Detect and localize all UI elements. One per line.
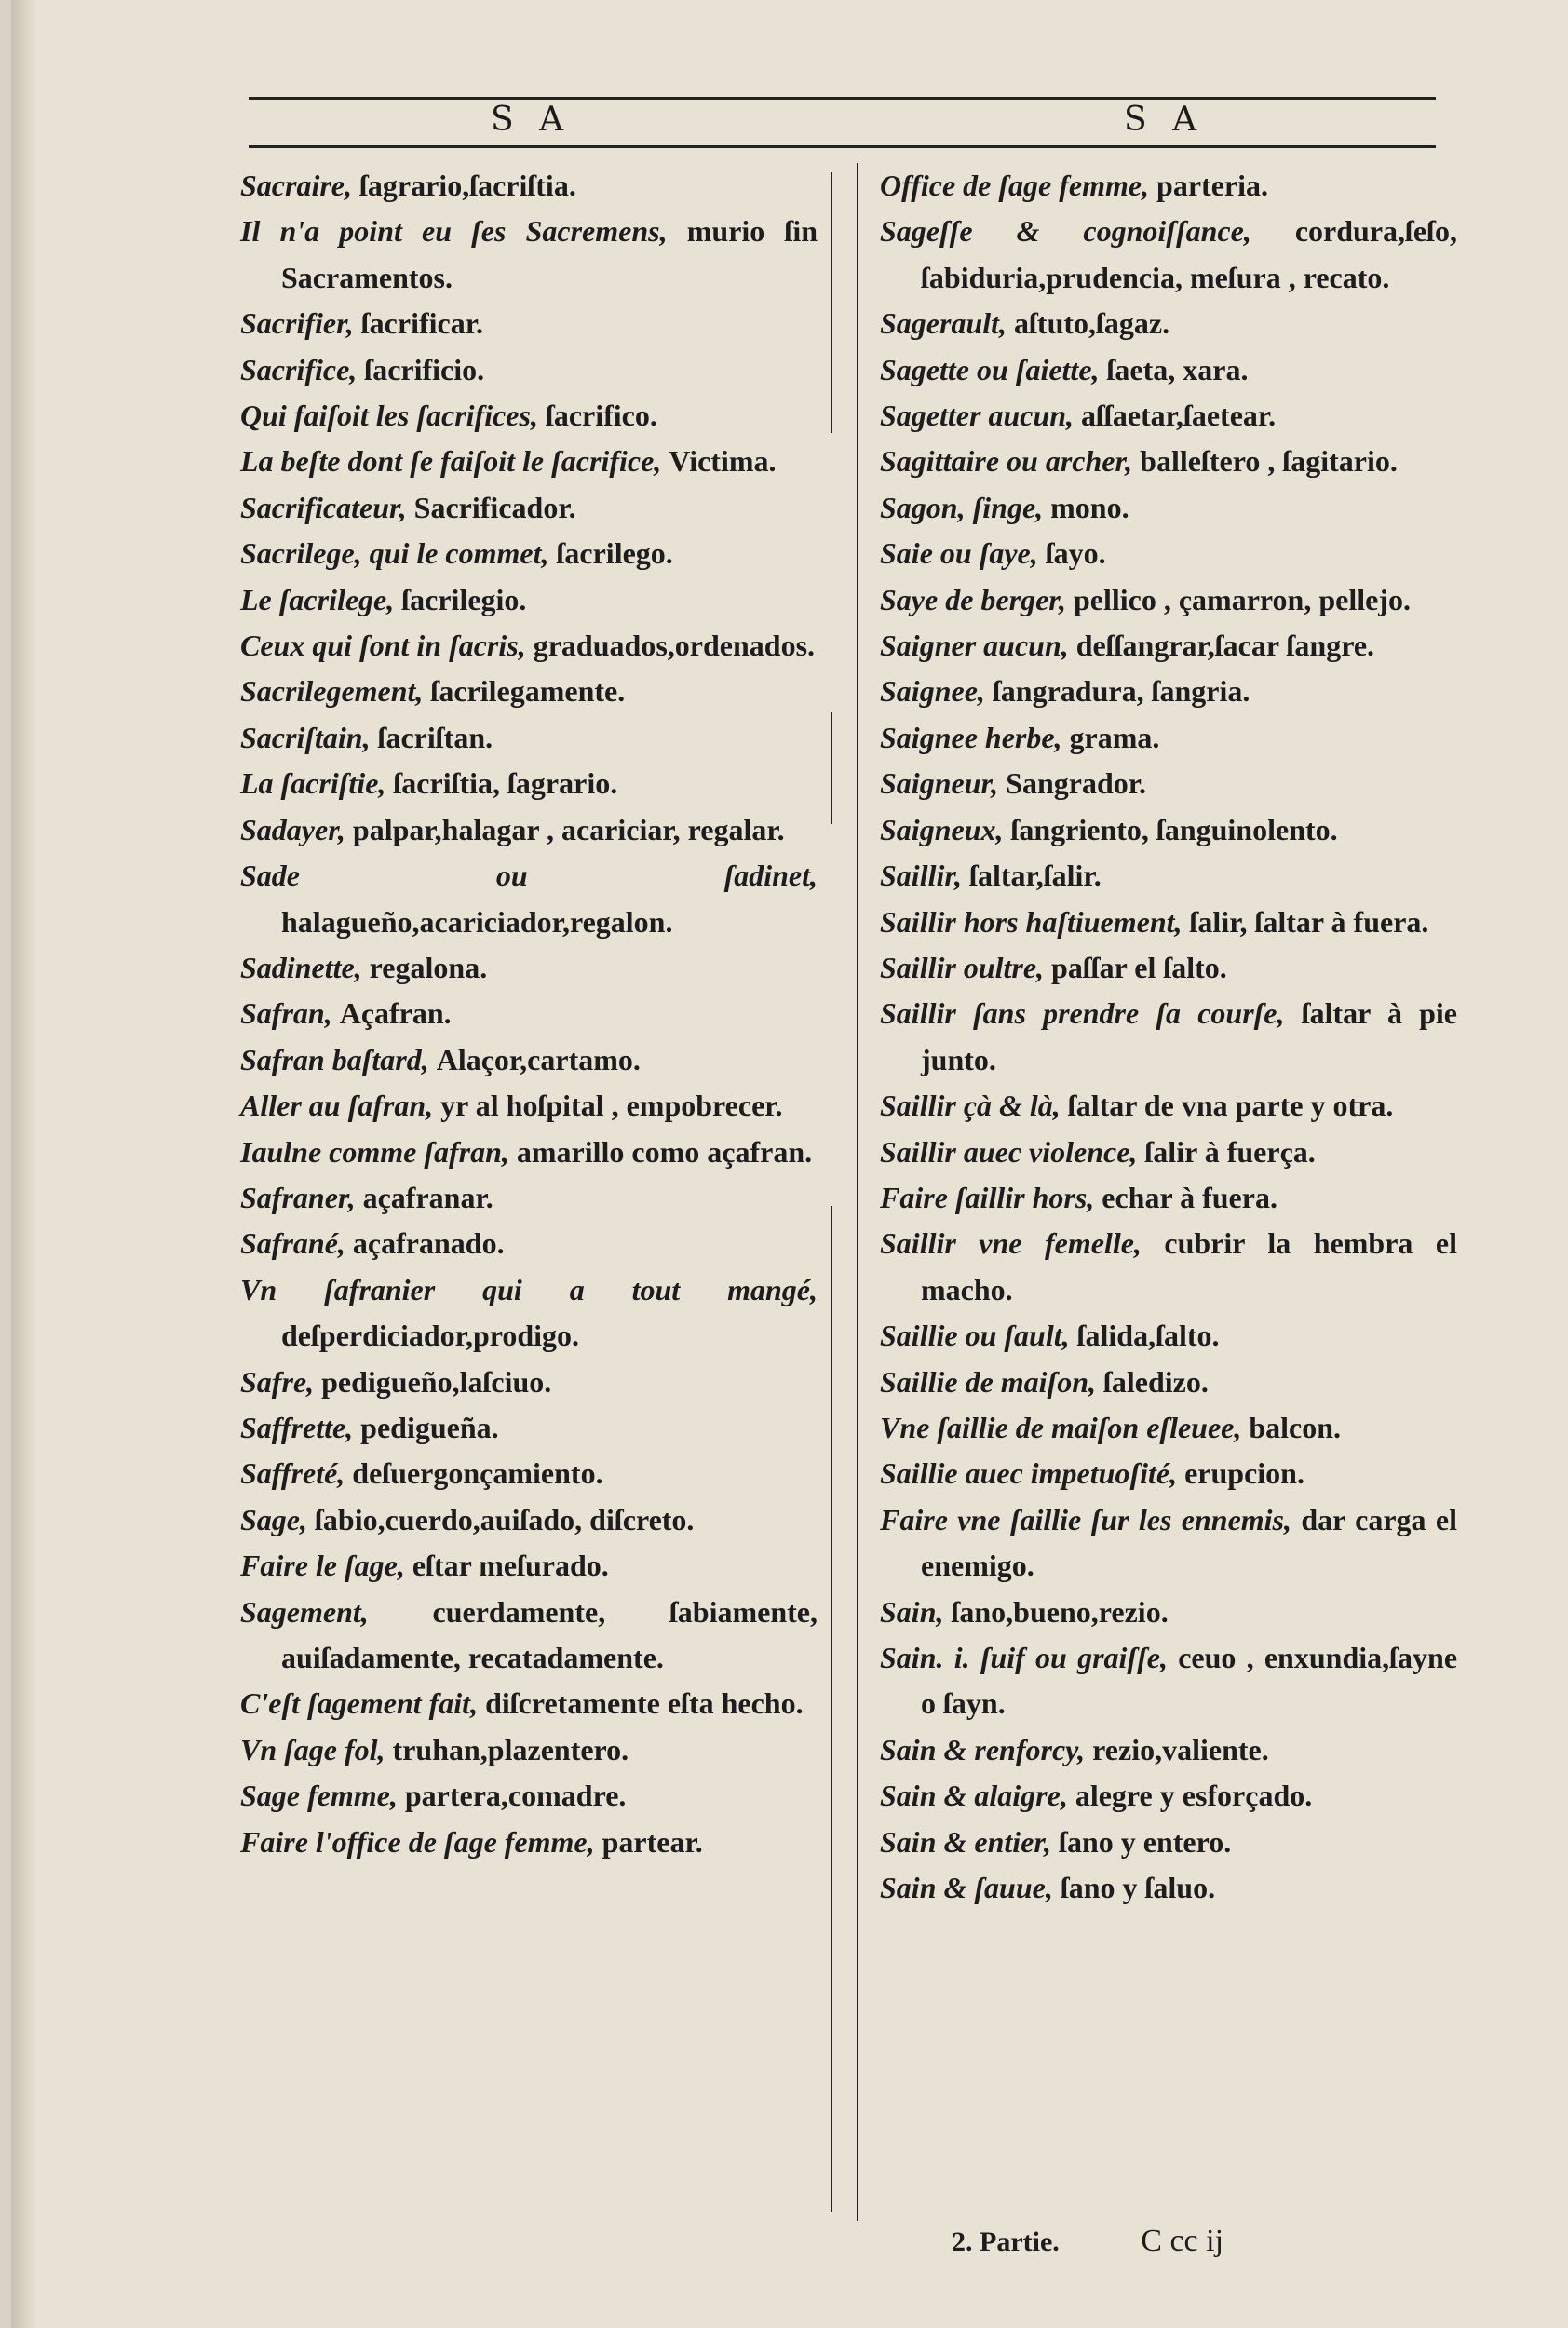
- dictionary-entry: [240, 393, 818, 439]
- dictionary-entry: [880, 163, 1457, 209]
- dictionary-entry: [240, 1360, 818, 1405]
- column-divider: [857, 163, 858, 2221]
- dictionary-entry: [880, 1865, 1457, 1911]
- french-headword: Sain. i. ſuif ou graiſſe,: [880, 1641, 1168, 1674]
- spanish-translation: deſperdiciador,prodigo.: [281, 1319, 580, 1353]
- dictionary-entry: [240, 1083, 818, 1129]
- dictionary-entry: [240, 485, 818, 531]
- left-column: [240, 163, 818, 1865]
- spanish-translation: ſacriſtan.: [377, 720, 493, 754]
- dictionary-entry: [880, 531, 1457, 576]
- french-headword: Saillir,: [880, 859, 963, 893]
- french-headword: Saillir çà & là,: [880, 1089, 1061, 1123]
- french-headword: Qui faiſoit les ſacrifices,: [240, 399, 538, 433]
- dictionary-entry: [880, 301, 1457, 346]
- spanish-translation: Açafran.: [339, 996, 452, 1031]
- french-headword: Faire l'office de ſage femme,: [240, 1824, 595, 1859]
- right-column: [880, 163, 1457, 1911]
- spanish-translation: cuerdamente, ſabiamente, auiſadamente, recatadamente.: [281, 1594, 818, 1674]
- french-headword: Sain,: [880, 1594, 944, 1629]
- french-headword: Ceux qui ſont in ſacris,: [240, 629, 526, 663]
- spanish-translation: ſabio,cuerdo,auiſado, diſcreto.: [315, 1502, 695, 1536]
- french-headword: Sain & renforcy,: [880, 1732, 1086, 1766]
- french-headword: Saye de berger,: [880, 582, 1066, 616]
- french-headword: Safraner,: [240, 1180, 356, 1214]
- spanish-translation: eſtar meſurado.: [412, 1549, 609, 1583]
- spanish-translation: Sangrador.: [1006, 766, 1147, 801]
- french-headword: Vn ſafranier qui a tout mangé,: [240, 1272, 818, 1306]
- dictionary-entry: [240, 1267, 818, 1360]
- dictionary-entry: [880, 761, 1457, 806]
- page-footer: [952, 2224, 1223, 2259]
- french-headword: Saignee herbe,: [880, 720, 1062, 754]
- french-headword: Sade ou ſadinet,: [240, 859, 818, 893]
- spanish-translation: diſcretamente eſta hecho.: [485, 1686, 804, 1721]
- dictionary-entry: [240, 1543, 818, 1589]
- french-headword: Saillir oultre,: [880, 950, 1045, 984]
- french-headword: Iaulne comme ſafran,: [240, 1134, 509, 1169]
- spanish-translation: açafranado.: [352, 1226, 505, 1261]
- dictionary-entry: [880, 1451, 1457, 1496]
- french-headword: Saillie ou ſault,: [880, 1319, 1070, 1353]
- column-divider: [831, 1206, 832, 2212]
- spanish-translation: cordura,ſeſo, ſabiduria,prudencia, meſura , recato.: [921, 214, 1457, 294]
- french-headword: Vne ſaillie de maiſon eſleuee,: [880, 1410, 1242, 1444]
- spanish-translation: ſaeta, xara.: [1106, 352, 1249, 386]
- spanish-translation: parteria.: [1156, 169, 1268, 202]
- spanish-translation: balcon.: [1249, 1410, 1342, 1444]
- dictionary-entry: [880, 1130, 1457, 1175]
- french-headword: Saffreté,: [240, 1456, 345, 1491]
- spanish-translation: yr al hoſpital , empobrecer.: [440, 1089, 783, 1123]
- french-headword: La beſte dont ſe faiſoit le ſacrifice,: [240, 444, 662, 479]
- part-label: 2. Partie.: [952, 2226, 1060, 2257]
- spanish-translation: mono.: [1050, 490, 1129, 524]
- dictionary-entry: [240, 439, 818, 484]
- spanish-translation: paſſar el ſalto.: [1051, 950, 1227, 984]
- dictionary-entry: [240, 991, 818, 1036]
- dictionary-entry: [880, 1313, 1457, 1359]
- french-headword: Saillie auec impetuoſité,: [880, 1456, 1178, 1491]
- spanish-translation: partera,comadre.: [404, 1779, 627, 1813]
- dictionary-entry: [880, 1590, 1457, 1635]
- spanish-translation: pedigueño,laſciuo.: [321, 1364, 552, 1399]
- french-headword: C'eſt ſagement fait,: [240, 1686, 479, 1721]
- dictionary-entry: [240, 1773, 818, 1819]
- spanish-translation: ſacrifico.: [545, 399, 657, 433]
- french-headword: Saffrette,: [240, 1410, 354, 1444]
- spanish-translation: truhan,plazentero.: [392, 1732, 629, 1766]
- french-headword: Sacrifice,: [240, 352, 358, 386]
- spanish-translation: ſacrilegio.: [401, 582, 527, 616]
- spanish-translation: ſangriento, ſanguinolento.: [1010, 812, 1338, 846]
- dictionary-entry: [880, 945, 1457, 991]
- french-headword: Sacrilege, qui le commet,: [240, 536, 549, 571]
- dictionary-entry: [240, 577, 818, 623]
- spanish-translation: ſalida,ſalto.: [1076, 1319, 1220, 1353]
- dictionary-entry: [880, 1635, 1457, 1727]
- dictionary-entry: [240, 1221, 818, 1266]
- running-head-left: S A: [491, 101, 572, 139]
- spanish-translation: pellico , çamarron, pellejo.: [1073, 582, 1411, 616]
- dictionary-entry: [240, 1037, 818, 1083]
- spanish-translation: rezio,valiente.: [1092, 1732, 1269, 1766]
- spanish-translation: ſacrificar.: [360, 306, 483, 341]
- dictionary-entry: [880, 1727, 1457, 1773]
- signature-mark: C cc ij: [1141, 2224, 1224, 2258]
- french-headword: Sadinette,: [240, 950, 362, 984]
- header-rule-bottom: [249, 145, 1436, 148]
- french-headword: Sage femme,: [240, 1779, 398, 1813]
- spanish-translation: ſacrilegamente.: [430, 674, 626, 709]
- spanish-translation: ſano,bueno,rezio.: [951, 1594, 1169, 1629]
- dictionary-entry: [240, 1175, 818, 1221]
- spanish-translation: ſaltar à pie junto.: [921, 996, 1458, 1076]
- french-headword: Sagon, ſinge,: [880, 490, 1044, 524]
- dictionary-entry: [880, 485, 1457, 531]
- spanish-translation: ſacrilego.: [556, 536, 673, 571]
- dictionary-entry: [240, 531, 818, 576]
- dictionary-entry: [880, 1497, 1457, 1590]
- french-headword: Sain & alaigre,: [880, 1779, 1068, 1813]
- french-headword: Sagement,: [240, 1594, 369, 1629]
- french-headword: Sagerault,: [880, 306, 1007, 341]
- french-headword: Sagette ou ſaiette,: [880, 352, 1100, 386]
- french-headword: Saigneur,: [880, 766, 999, 801]
- spanish-translation: ſayo.: [1045, 536, 1106, 571]
- spanish-translation: alegre y esforçado.: [1075, 1779, 1313, 1813]
- dictionary-entry: [880, 623, 1457, 669]
- dictionary-entry: [240, 945, 818, 991]
- french-headword: Le ſacrilege,: [240, 582, 395, 616]
- spanish-translation: ſalir à fuerça.: [1144, 1134, 1316, 1169]
- french-headword: Saillir ſans prendre ſa courſe,: [880, 996, 1285, 1031]
- french-headword: Safre,: [240, 1364, 315, 1399]
- french-headword: Sadayer,: [240, 812, 345, 846]
- book-page: [11, 0, 1568, 2328]
- spanish-translation: deſſangrar,ſacar ſangre.: [1075, 629, 1375, 663]
- french-headword: Saillir auec violence,: [880, 1134, 1138, 1169]
- spanish-translation: aſſaetar,ſaetear.: [1081, 399, 1277, 433]
- french-headword: Sacrificateur,: [240, 490, 407, 524]
- dictionary-entry: [880, 1083, 1457, 1129]
- french-headword: Sacrifier,: [240, 306, 354, 341]
- french-headword: Sagittaire ou archer,: [880, 444, 1133, 479]
- header-rule-top: [249, 97, 1436, 100]
- dictionary-entry: [880, 393, 1457, 439]
- dictionary-entry: [880, 1360, 1457, 1405]
- dictionary-entry: [240, 761, 818, 806]
- dictionary-entry: [240, 1497, 818, 1543]
- french-headword: Aller au ſafran,: [240, 1089, 434, 1123]
- french-headword: Saillir vne femelle,: [880, 1226, 1142, 1261]
- french-headword: La ſacriſtie,: [240, 766, 386, 801]
- dictionary-entry: [240, 1820, 818, 1865]
- dictionary-entry: [240, 807, 818, 853]
- spanish-translation: pedigueña.: [360, 1410, 499, 1444]
- dictionary-entry: [880, 577, 1457, 623]
- spanish-translation: ſaledizo.: [1103, 1364, 1209, 1399]
- dictionary-entry: [880, 715, 1457, 761]
- spanish-translation: Alaçor,cartamo.: [436, 1042, 641, 1076]
- spanish-translation: Victima.: [669, 444, 777, 479]
- spanish-translation: grama.: [1069, 720, 1160, 754]
- french-headword: Saigner aucun,: [880, 629, 1069, 663]
- dictionary-entry: [880, 1405, 1457, 1451]
- running-head-right: S A: [1124, 101, 1205, 139]
- dictionary-entry: [880, 807, 1457, 853]
- french-headword: Sagetter aucun,: [880, 399, 1075, 433]
- french-headword: Sacraire,: [240, 169, 352, 202]
- dictionary-entry: [880, 991, 1457, 1083]
- dictionary-entry: [880, 347, 1457, 393]
- spanish-translation: ſano y entero.: [1059, 1824, 1232, 1859]
- french-headword: Saie ou ſaye,: [880, 536, 1038, 571]
- spanish-translation: erupcion.: [1184, 1456, 1304, 1491]
- spanish-translation: ſagrario,ſacriſtia.: [359, 169, 576, 202]
- column-divider: [831, 172, 832, 433]
- dictionary-entry: [880, 900, 1457, 945]
- dictionary-entry: [240, 715, 818, 761]
- dictionary-entry: [240, 1681, 818, 1726]
- french-headword: Sageſſe & cognoiſſance,: [880, 214, 1251, 249]
- spanish-translation: ceuo , enxundia,ſayne o ſayn.: [921, 1641, 1458, 1721]
- french-headword: Faire le ſage,: [240, 1549, 405, 1583]
- dictionary-entry: [240, 163, 818, 209]
- french-headword: Sacriſtain,: [240, 720, 371, 754]
- dictionary-entry: [880, 439, 1457, 484]
- spanish-translation: palpar,halagar , acariciar, regalar.: [352, 812, 785, 846]
- dictionary-entry: [240, 301, 818, 346]
- french-headword: Saignee,: [880, 674, 985, 709]
- french-headword: Faire ſaillir hors,: [880, 1180, 1095, 1214]
- spanish-translation: balleſtero , ſagitario.: [1140, 444, 1398, 479]
- dictionary-entry: [240, 1451, 818, 1496]
- french-headword: Sain & entier,: [880, 1824, 1052, 1859]
- dictionary-entry: [880, 853, 1457, 899]
- french-headword: Sacrilegement,: [240, 674, 424, 709]
- dictionary-entry: [240, 209, 818, 301]
- dictionary-entry: [880, 209, 1457, 301]
- spanish-translation: dar carga el enemigo.: [921, 1502, 1457, 1583]
- dictionary-entry: [240, 1590, 818, 1682]
- dictionary-entry: [240, 669, 818, 714]
- dictionary-entry: [880, 1820, 1457, 1865]
- spanish-translation: graduados,ordenados.: [533, 629, 816, 663]
- spanish-translation: ſalir, ſaltar à fuera.: [1189, 904, 1429, 939]
- spanish-translation: ſangradura, ſangria.: [992, 674, 1250, 709]
- spanish-translation: Sacrificador.: [413, 490, 576, 524]
- french-headword: Saillie de maiſon,: [880, 1364, 1096, 1399]
- spanish-translation: halagueño,acariciador,regalon.: [281, 904, 673, 939]
- spanish-translation: ſano y ſaluo.: [1060, 1871, 1216, 1905]
- spanish-translation: ſacrificio.: [364, 352, 485, 386]
- dictionary-entry: [240, 1130, 818, 1175]
- spanish-translation: ſaltar de vna parte y otra.: [1067, 1089, 1394, 1123]
- french-headword: Sage,: [240, 1502, 307, 1536]
- dictionary-entry: [240, 1727, 818, 1773]
- spanish-translation: regalona.: [369, 950, 488, 984]
- spanish-translation: ſaltar,ſalir.: [969, 859, 1102, 893]
- spanish-translation: cubrir la hembra el macho.: [921, 1226, 1458, 1306]
- french-headword: Sain & ſauue,: [880, 1871, 1053, 1905]
- spanish-translation: deſuergonçamiento.: [352, 1456, 603, 1491]
- dictionary-entry: [240, 623, 818, 669]
- spanish-translation: partear.: [602, 1824, 703, 1859]
- dictionary-entry: [880, 1221, 1457, 1313]
- dictionary-entry: [240, 1405, 818, 1451]
- french-headword: Vn ſage fol,: [240, 1732, 385, 1766]
- dictionary-entry: [880, 1773, 1457, 1819]
- spanish-translation: aſtuto,ſagaz.: [1014, 306, 1170, 341]
- french-headword: Faire vne ſaillie ſur les ennemis,: [880, 1502, 1291, 1536]
- spanish-translation: amarillo como açafran.: [516, 1134, 813, 1169]
- spanish-translation: murio ſin Sacramentos.: [281, 214, 818, 294]
- french-headword: Safrané,: [240, 1226, 345, 1261]
- french-headword: Office de ſage femme,: [880, 169, 1150, 202]
- dictionary-entry: [880, 669, 1457, 714]
- dictionary-entry: [880, 1175, 1457, 1221]
- spanish-translation: ſacriſtia, ſagrario.: [393, 766, 618, 801]
- column-divider: [831, 712, 832, 824]
- french-headword: Safran,: [240, 996, 332, 1031]
- dictionary-entry: [240, 347, 818, 393]
- french-headword: Safran baſtard,: [240, 1042, 429, 1076]
- spanish-translation: echar à fuera.: [1102, 1180, 1277, 1214]
- spanish-translation: açafranar.: [362, 1180, 493, 1214]
- dictionary-entry: [240, 853, 818, 945]
- french-headword: Saigneux,: [880, 812, 1004, 846]
- french-headword: Il n'a point eu ſes Sacremens,: [240, 214, 668, 249]
- french-headword: Saillir hors haſtiuement,: [880, 904, 1183, 939]
